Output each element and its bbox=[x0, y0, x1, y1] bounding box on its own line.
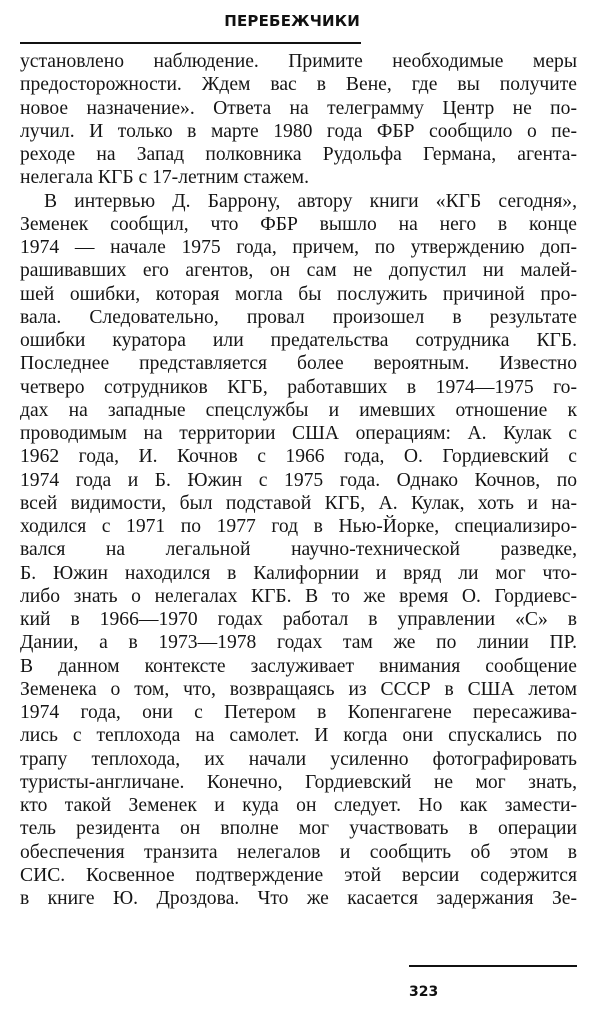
page-number: 323 bbox=[409, 984, 439, 1000]
text-line: в книге Ю. Дроздова. Что же касается задержания Зе- bbox=[20, 888, 577, 909]
text-line: проводимым на территории США операциям: А. Кулак с bbox=[20, 423, 577, 444]
text-line: вала. Следовательно, провал произошел в результате bbox=[20, 306, 577, 328]
text-line: нелегала КГБ с 17-летним стажем. bbox=[20, 167, 309, 189]
text-line: рашивавших его агентов, он сам не допустил ни малей- bbox=[20, 260, 577, 282]
text-line: В данном контексте заслуживает внимания сообщение bbox=[20, 655, 577, 677]
text-line: 1974 года и Б. Южин с 1975 года. Однако Кочнов, по bbox=[20, 469, 577, 491]
text-line: новое назначение». Ответа на телеграмму Центр не по- bbox=[20, 97, 577, 119]
text-line: туристы-англичане. Конечно, Гордиевский не мог знать, bbox=[20, 771, 577, 793]
body-text bbox=[20, 50, 577, 910]
text-line: лучил. И только в марте 1980 года ФБР сообщило о пе- bbox=[20, 120, 577, 142]
text-line: всей видимости, был подставой КГБ, А. Кулак, хоть и на- bbox=[20, 492, 577, 514]
text-line: Земенек сообщил, что ФБР вышло на него в конце bbox=[20, 213, 577, 235]
text-line: трапу теплохода, их начали усиленно фотографировать bbox=[20, 748, 577, 770]
text-line: тель резидента он вполне мог участвовать в операции bbox=[20, 818, 577, 840]
text-line: либо знать о нелегалах КГБ. В то же время О. Гордиевс- bbox=[20, 585, 577, 607]
text-line: Б. Южин находился в Калифорнии и вряд ли мог что- bbox=[20, 562, 577, 584]
text-line: установлено наблюдение. Примите необходимые меры bbox=[20, 51, 577, 72]
text-line: 1974 — начале 1975 года, причем, по утверждению доп- bbox=[20, 237, 577, 258]
header-rule bbox=[20, 42, 361, 44]
text-line: четверо сотрудников КГБ, работавших в 1974—1975 го- bbox=[20, 376, 577, 398]
text-line: лись с теплохода на самолет. И когда они спускались по bbox=[20, 725, 577, 747]
footer-rule bbox=[409, 965, 577, 967]
text-line: обеспечения транзита нелегалов и сообщить об этом в bbox=[20, 841, 577, 863]
text-line: Последнее представляется более вероятным. Известно bbox=[20, 353, 577, 375]
text-line: предосторожности. Ждем вас в Вене, где вы получите bbox=[20, 74, 577, 96]
text-line: кий в 1966—1970 годах работал в управлении «С» в bbox=[20, 609, 577, 630]
text-line: шей ошибки, которая могла бы послужить причиной про- bbox=[20, 283, 577, 305]
text-line: В интервью Д. Баррону, автору книги «КГБ сегодня», bbox=[44, 190, 577, 212]
text-line: 1974 года, они с Петером в Копенгагене пересажива- bbox=[20, 702, 577, 723]
text-line: Дании, а в 1973—1978 годах там же по линии ПР. bbox=[20, 632, 577, 654]
text-line: СИС. Косвенное подтверждение этой версии содержится bbox=[20, 864, 577, 886]
text-line: дах на западные спецслужбы и имевших отношение к bbox=[20, 399, 577, 421]
running-head: ПЕРЕБЕЖЧИКИ bbox=[224, 12, 360, 30]
text-line: вался на легальной научно-технической разведке, bbox=[20, 539, 577, 561]
text-line: ошибки куратора или предательства сотрудника КГБ. bbox=[20, 330, 577, 351]
text-line: реходе на Запад полковника Рудольфа Германа, агента- bbox=[20, 144, 577, 165]
text-line: кто такой Земенек и куда он следует. Но как замести- bbox=[20, 795, 577, 816]
text-line: ходился с 1971 по 1977 год в Нью-Йорке, специализиро- bbox=[20, 516, 577, 537]
text-line: 1962 года, И. Кочнов с 1966 года, О. Гордиевский с bbox=[20, 446, 577, 468]
text-line: Земенека о том, что, возвращаясь из СССР в США летом bbox=[20, 678, 577, 700]
